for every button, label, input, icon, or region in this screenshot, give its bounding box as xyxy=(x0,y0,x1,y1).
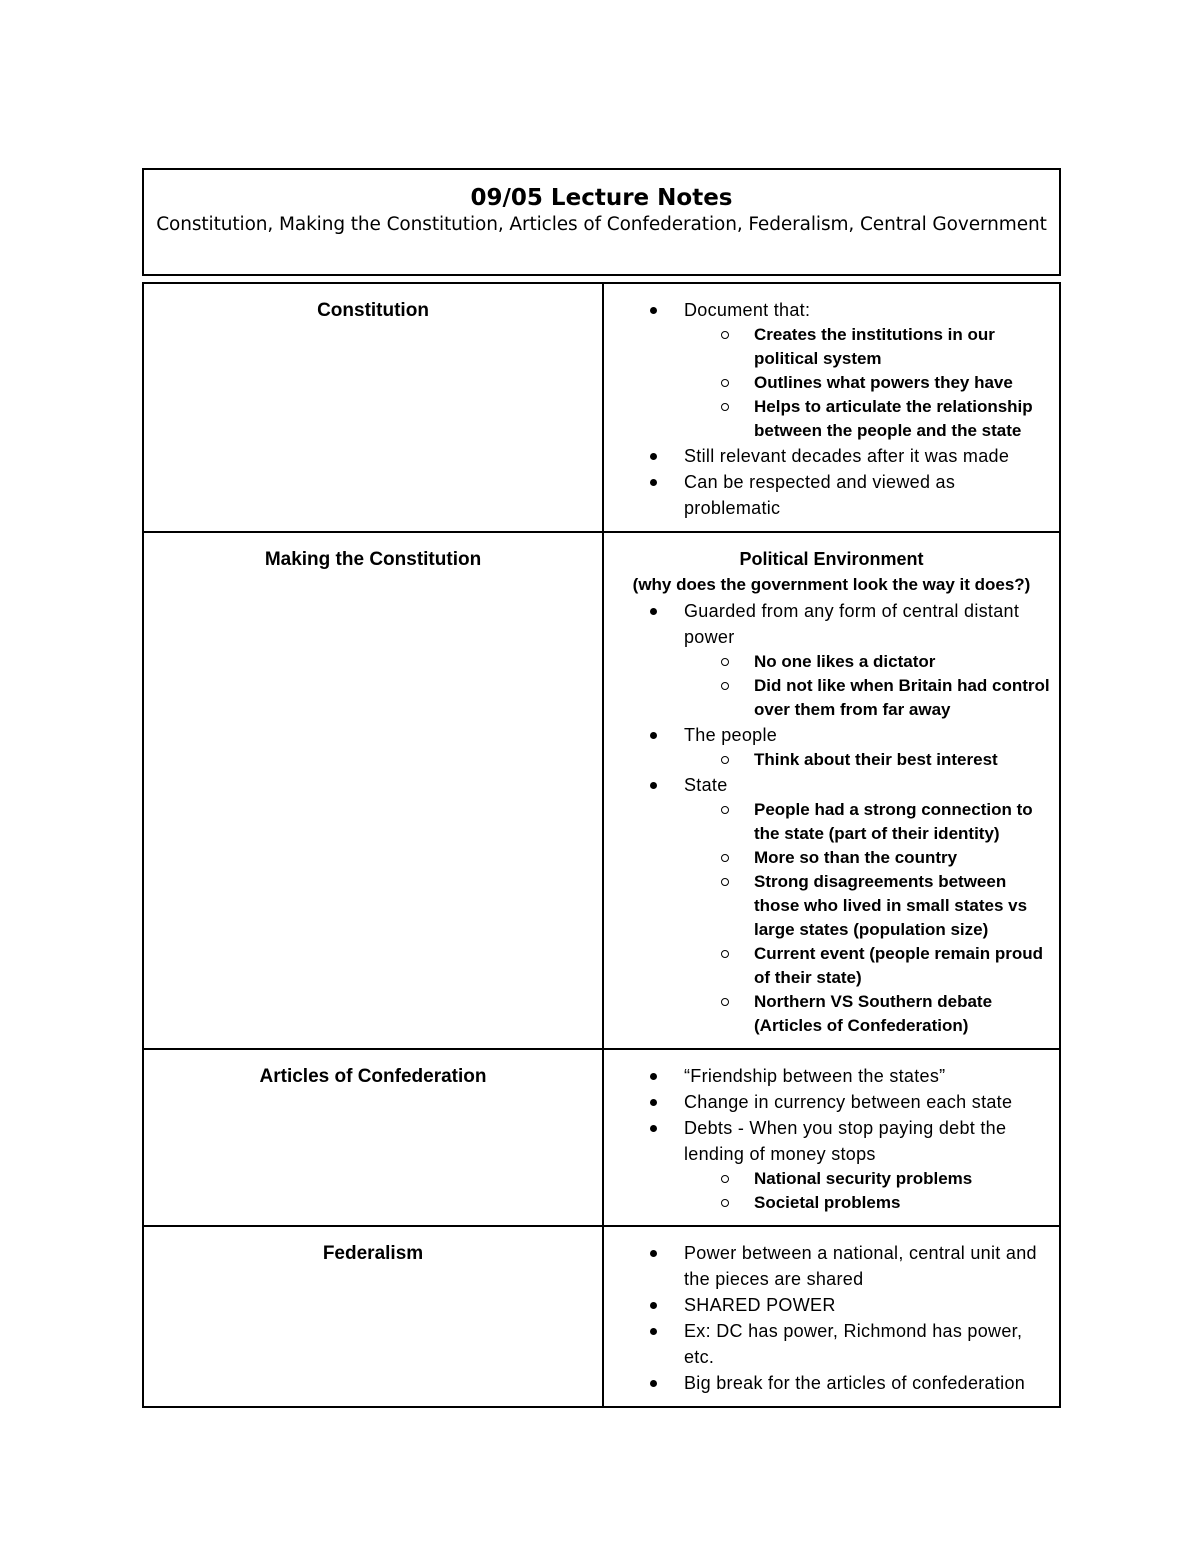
bullet-item: SHARED POWER xyxy=(634,1292,1051,1318)
sub-bullet-item: Helps to articulate the relationship between the people and the state xyxy=(634,395,1051,443)
bullet-item: State xyxy=(634,772,1051,798)
bullet-item: Power between a national, central unit and the pieces are shared xyxy=(634,1240,1051,1292)
section-heading: Political Environment xyxy=(739,549,924,569)
table-row-constitution xyxy=(143,283,1060,532)
bullet-item: Big break for the articles of confederation xyxy=(634,1370,1051,1396)
notes-cell xyxy=(603,283,1060,532)
sub-bullet-item: Creates the institutions in our political system xyxy=(634,323,1051,371)
notes-table xyxy=(142,282,1061,1408)
sub-bullet-item: Societal problems xyxy=(634,1191,1051,1215)
bullet-item: Change in currency between each state xyxy=(634,1089,1051,1115)
sub-bullet-item: National security problems xyxy=(634,1167,1051,1191)
term-cell xyxy=(143,283,603,532)
sub-bullet-item: No one likes a dictator xyxy=(634,650,1051,674)
term-cell xyxy=(143,1226,603,1407)
bullet-item: “Friendship between the states” xyxy=(634,1063,1051,1089)
bullet-item: Ex: DC has power, Richmond has power, etc. xyxy=(634,1318,1051,1370)
bullet-item: The people xyxy=(634,722,1051,748)
bullet-item: Document that: xyxy=(634,297,1051,323)
bullet-item: Debts - When you stop paying debt the lending of money stops xyxy=(634,1115,1051,1167)
notes-cell xyxy=(603,532,1060,1049)
sub-bullet-item: People had a strong connection to the state (part of their identity) xyxy=(634,798,1051,846)
sub-bullet-item: Strong disagreements between those who lived in small states vs large states (population size) xyxy=(634,870,1051,942)
notes-cell xyxy=(603,1226,1060,1407)
term-label: Constitution xyxy=(317,300,429,321)
sub-bullet-item: Northern VS Southern debate (Articles of Confederation) xyxy=(634,990,1051,1038)
sub-bullet-item: Think about their best interest xyxy=(634,748,1051,772)
table-row-federalism xyxy=(143,1226,1060,1407)
page-subtitle: Constitution, Making the Constitution, Articles of Confederation, Federalism, Central Government xyxy=(156,214,1047,235)
notes-header xyxy=(142,168,1061,276)
page-title: 09/05 Lecture Notes xyxy=(470,185,733,211)
term-cell xyxy=(143,1049,603,1226)
sub-bullet-item: Current event (people remain proud of their state) xyxy=(634,942,1051,990)
sub-bullet-item: Did not like when Britain had control over them from far away xyxy=(634,674,1051,722)
sub-bullet-item: More so than the country xyxy=(634,846,1051,870)
sub-bullet-item: Outlines what powers they have xyxy=(634,371,1051,395)
bullet-item: Still relevant decades after it was made xyxy=(634,443,1051,469)
term-label: Making the Constitution xyxy=(264,549,482,570)
bullet-item: Guarded from any form of central distant power xyxy=(634,598,1051,650)
section-subheading: (why does the government look the way it does?) xyxy=(632,575,1031,594)
term-label: Articles of Confederation xyxy=(259,1066,487,1087)
term-cell xyxy=(143,532,603,1049)
term-label: Federalism xyxy=(322,1243,424,1264)
table-row-making-constitution xyxy=(143,532,1060,1049)
notes-cell xyxy=(603,1049,1060,1226)
table-row-articles xyxy=(143,1049,1060,1226)
bullet-item: Can be respected and viewed as problematic xyxy=(634,469,1051,521)
